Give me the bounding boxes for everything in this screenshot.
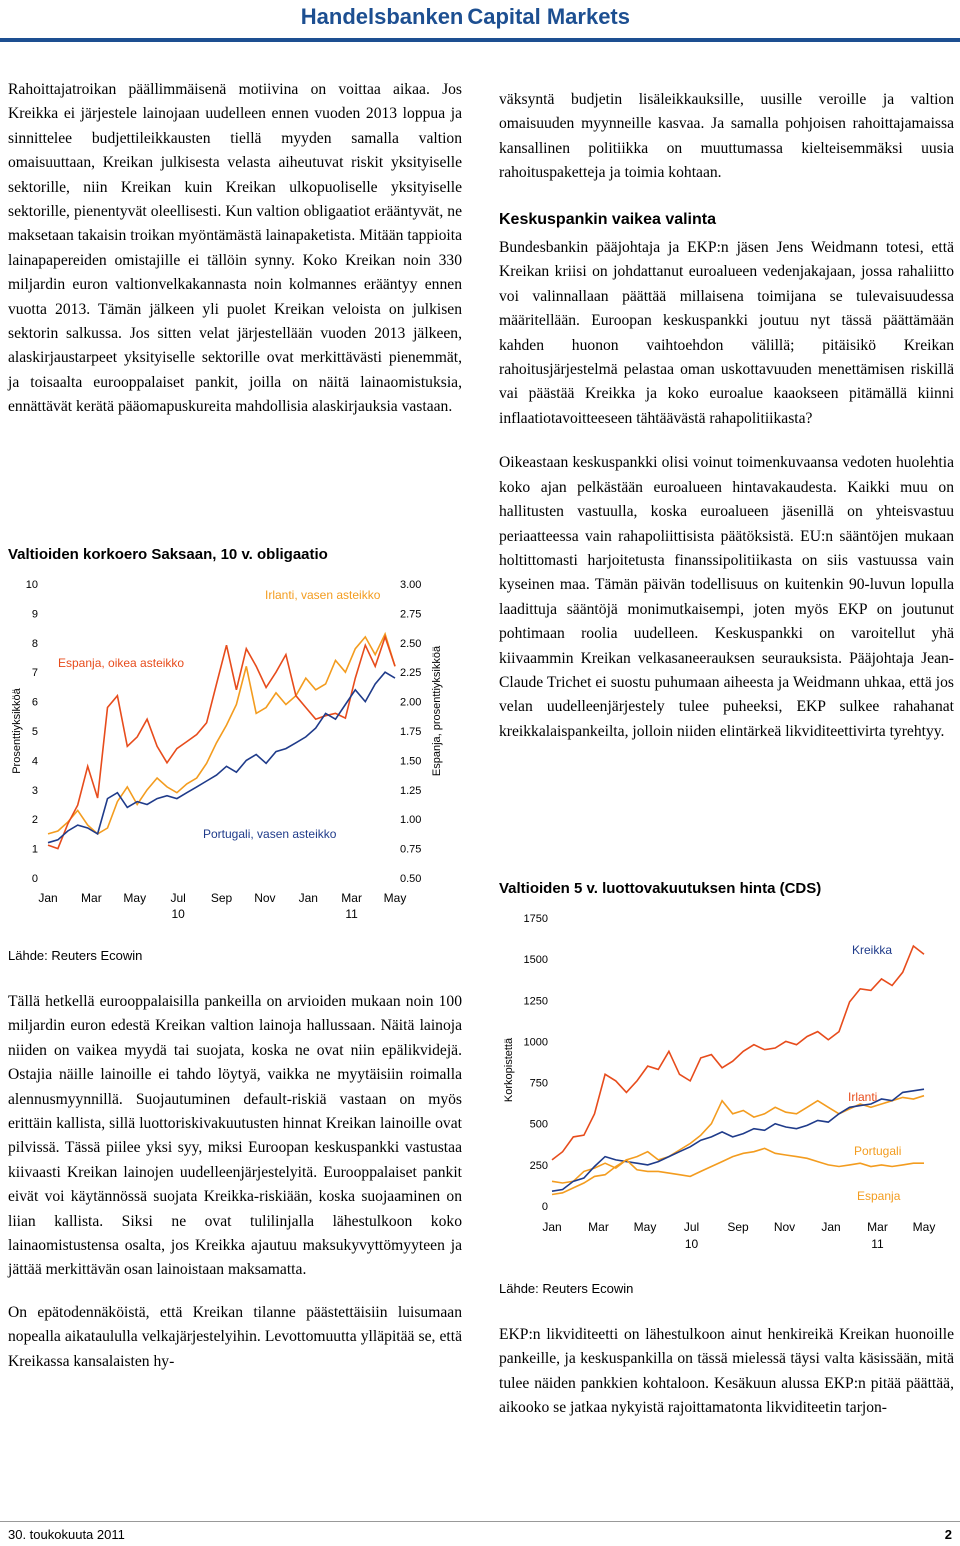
chart1-source: Lähde: Reuters Ecowin bbox=[8, 948, 143, 963]
chart2-y-tick: 750 bbox=[529, 1077, 548, 1090]
right-paragraph-4: EKP:n likviditeetti on lähestulkoon ainut henkireikä Kreikan huonoille pankeille, ja keskuspankilla on tässä mielessä täysi valta käsissään, mitä tulee näiden pankkien kohtaloon. Kesäkuun alussa EKP:n pitää päättää, aikooko se jatkaa nykyistä rajoittamatonta likviditeetin tarjon- bbox=[499, 1326, 954, 1417]
brand-name: Handelsbanken bbox=[300, 4, 464, 29]
chart2-y-tick: 250 bbox=[529, 1159, 548, 1172]
chart2-y-tick: 1750 bbox=[523, 913, 548, 925]
section-heading: Keskuspankin vaikea valinta bbox=[499, 210, 716, 228]
chart2-x-tick: Jul bbox=[683, 1220, 700, 1234]
chart2-label-kreikka: Kreikka bbox=[852, 943, 893, 957]
left-paragraph-1: Rahoittajatroikan päällimmäisenä motiivina on voittaa aikaa. Jos Kreikka ei järjestele lainojaan uudelleen ennen vuoden 2013 loppua ja sinnittelee budjettileikkausten tiellä myyden samalla valtion omaisuuttaan, Kreikan julkisesta velasta aiheutuvat riskit yksityiselle sektorille, niin Kreikan kuin Kreikan ulkopuoliselle yksityiselle sektorille, pienentyvät oleellisesti. Kun valtion obligaatiot erääntyvät, ne maksetaan takaisin troikan myöntämästä lainapaketista. Mitään tappioita lainapapereiden omistajille ei tällöin synny. Koko Kreikan noin 330 miljardin euron valtionvelkakannasta noin kolmannes erääntyy ennen vuotta 2013. Tämän jälkeen yli puolet Kreikan veloista on julkisen sektorin salkussa. Jos sitten velat järjestellään vuoden 2013 jälkeen, alaskirjaustarpeet yksityiselle sektorille ovat merkittävästi pienemmät, ja toisaalta eurooppalaiset pankit, joilla on näitä lainaomistuksia, ennättävät kerätä pääomapuskureita mahdollisia alaskirjauksia vastaan. bbox=[8, 81, 462, 416]
brand-sub: Capital Markets bbox=[467, 4, 630, 29]
chart2-y-tick: 0 bbox=[541, 1201, 548, 1213]
chart2-cds-chart bbox=[492, 900, 952, 1270]
right-column bbox=[499, 88, 954, 744]
chart2-x-tick: Sep bbox=[727, 1220, 749, 1234]
chart2-x-tick: Jan bbox=[821, 1220, 841, 1234]
chart1-y-tick: 8 bbox=[31, 637, 38, 650]
chart1-y-tick: 9 bbox=[31, 608, 38, 621]
chart1-y2-tick: 2.75 bbox=[400, 608, 422, 621]
right-column-lower bbox=[499, 1323, 954, 1421]
left-paragraph-3: On epätodennäköistä, että Kreikan tilanne päästettäisiin luisumaan nopealla aikataululla velkajärjestelyihin. Levottomuutta ylläpitää se, että Kreikassa kansalaisten hy- bbox=[8, 1303, 462, 1370]
chart1-y-tick: 0 bbox=[31, 873, 38, 885]
chart1-x-tick: Nov bbox=[254, 891, 276, 905]
chart2-series-irlanti bbox=[552, 1096, 924, 1183]
chart1-y2-label: Espanja, prosenttiyksikköä bbox=[431, 645, 443, 777]
chart1-y2-tick: 1.75 bbox=[400, 726, 422, 738]
chart2-y-tick: 1000 bbox=[523, 1036, 548, 1049]
chart1-y2-tick: 1.25 bbox=[400, 784, 422, 797]
chart2-title: Valtioiden 5 v. luottovakuutuksen hinta (CDS) bbox=[499, 880, 822, 897]
chart2-y-label: Korkopistettä bbox=[503, 1037, 515, 1103]
chart1-y2-tick: 0.75 bbox=[400, 843, 422, 856]
chart2-x-tick: Mar bbox=[588, 1220, 609, 1234]
chart1-x-tick: Mar bbox=[341, 891, 362, 905]
chart2-x-tick: May bbox=[912, 1220, 936, 1234]
chart1-y2-tick: 2.00 bbox=[400, 696, 422, 709]
chart2-series-kreikka bbox=[552, 946, 924, 1160]
chart2-source: Lähde: Reuters Ecowin bbox=[499, 1281, 634, 1296]
chart2-y-tick: 1250 bbox=[523, 995, 548, 1008]
chart1-title: Valtioiden korkoero Saksaan, 10 v. obligaatio bbox=[8, 546, 328, 563]
chart2-x-year: 11 bbox=[871, 1237, 884, 1251]
footer-date: 30. toukokuuta 2011 bbox=[8, 1527, 125, 1542]
left-column-lower bbox=[8, 990, 462, 1374]
chart2-x-year: 10 bbox=[684, 1237, 699, 1251]
chart1-x-tick: May bbox=[383, 891, 407, 905]
chart1-y-tick: 10 bbox=[25, 579, 38, 591]
chart1-y2-tick: 3.00 bbox=[400, 579, 422, 591]
chart2-y-tick: 500 bbox=[529, 1118, 548, 1131]
chart1-x-tick: Jan bbox=[298, 891, 318, 905]
chart1-y-tick: 7 bbox=[31, 667, 38, 680]
chart1-y-label: Prosenttiyksikköä bbox=[11, 688, 23, 774]
chart2-series-portugali bbox=[552, 1089, 924, 1191]
chart2-x-tick: Jan bbox=[542, 1220, 562, 1234]
left-paragraph-2: Tällä hetkellä eurooppalaisilla pankeilla on arvioiden mukaan noin 100 miljardin euron edestä Kreikan valtion lainoja hallussaan. Näitä lainoja niiden on vaikea myydä tai suojata, koska ne ovat niin epälikvidejä. Ostajia näille lainoille ei tahdo löytyä, vaikka ne myytäisiin roimalla alennusmyynnillä. Suojautuminen default-riskiä vastaan on myös erittäin kallista, sillä luottoriskivakuutusten hinnat Kreikan lainoille ovat pilvissä. Tässä piilee yksi syy, miksi Euroopan keskuspankki vastustaa kiivaasti Kreikan lainojen uudelleenjärjestelyitä. Eurooppalaiset pankit eivät voi käytännössä suojata Kreikka-riskiään, koska suojaaminen on liian kallista. Siksi ne ovat tulilinjalla lähestulkoon koko lainaomistustensa osalta, jos Kreikka ajautuu maksukyvyttömyyteen ja jättää merkittävän osan lainoistaan maksamatta. bbox=[8, 993, 462, 1279]
footer-rule bbox=[0, 1521, 960, 1522]
chart1-y-tick: 6 bbox=[31, 696, 38, 709]
chart1-annotation-portugali: Portugali, vasen asteikko bbox=[203, 827, 337, 841]
chart1-y2-tick: 1.50 bbox=[400, 755, 422, 768]
left-column bbox=[8, 78, 462, 420]
chart1-x-tick: Mar bbox=[81, 891, 102, 905]
right-paragraph-2: Bundesbankin pääjohtaja ja EKP:n jäsen Jens Weidmann totesi, että Kreikan kriisi on johdattanut euroalueen vedenjakajaan, jossa rahaliitto voi valinnallaan päättää millaisena toimijana se tulevaisuudessa määritellään. Euroopan keskuspankki joutuu nyt tässä päättämään kahden huonon vaihtoehdon välillä; pitäisikö Kreikan rahoitusjärjestelmä pelastaa oman uskottavuuden menettämisen riskillä vai päästää Kreikka ja koko euroalue kaaokseen pitämällä kiinni inflaatiotavoitteeseen tähtäävästä rahapolitiikasta? bbox=[499, 239, 954, 427]
chart1-x-tick: May bbox=[123, 891, 147, 905]
chart1-x-year: 10 bbox=[171, 907, 185, 921]
chart1-y2-tick: 1.00 bbox=[400, 814, 422, 827]
chart1-y-tick: 5 bbox=[31, 726, 38, 738]
chart1-y-tick: 2 bbox=[31, 814, 38, 827]
page-number: 2 bbox=[944, 1527, 952, 1542]
chart1-y2-tick: 0.50 bbox=[400, 873, 422, 885]
chart2-y-tick: 1500 bbox=[523, 954, 548, 967]
chart2-x-tick: Nov bbox=[773, 1220, 796, 1234]
chart1-y2-tick: 2.50 bbox=[400, 637, 422, 650]
right-paragraph-3: Oikeastaan keskuspankki olisi voinut toimenkuvaansa vedoten huolehtia koko ajan pelkästään euroalueen hintavakaudesta. Kaikki muu on hallitusten vastuulla, koska euroalueen jäsenillä on yhteisvastuu periaatteessa vain rahapoliittisista päätöksistä. EU:n sääntöjen mukaan holtittomasti harjoitetusta finanssipolitiikasta on siis vastuussa vain kyseinen maa. Tämän päivän todellisuus on kuitenkin 90-luvun lopulla laadittuja sääntöjä monimutkaisempi, joten myös EKP on joutunut pohtimaan roolia uudelleen. Keskuspankki on varoitellut yhä kiivaammin Kreikan velkasaneerauksen seurauksista. Pääjohtaja Jean-Claude Trichet ei suostu puhumaan aiheesta ja Weidmann uhkaa, että jos velan uudelleenjärjestely tulee puheeksi, EKP sulkee rahahanat kreikkalaispankeilta, jolloin niiden elintärkeä likviditeettivirta tyrehtyy. bbox=[499, 454, 954, 740]
chart2-label-espanja: Espanja bbox=[857, 1189, 901, 1203]
chart2-x-tick: Mar bbox=[867, 1220, 888, 1234]
chart1-x-tick: Sep bbox=[210, 891, 233, 905]
chart1-x-year: 11 bbox=[345, 907, 358, 921]
chart2-x-tick: May bbox=[633, 1220, 657, 1234]
chart1-spread-chart bbox=[0, 570, 462, 930]
chart1-y-tick: 1 bbox=[31, 843, 38, 856]
chart2-label-portugali: Portugali bbox=[854, 1144, 902, 1158]
header-rule bbox=[0, 38, 960, 42]
chart1-y-tick: 4 bbox=[31, 755, 38, 768]
chart1-annotation-irlanti: Irlanti, vasen asteikko bbox=[265, 588, 381, 602]
chart1-y-tick: 3 bbox=[31, 784, 38, 797]
chart1-y2-tick: 2.25 bbox=[400, 667, 422, 680]
right-paragraph-1: väksyntä budjetin lisäleikkauksille, uusille veroille ja valtion omaisuuden myynneille kasvaa. Ja samalla pohjoisen rahoittajamaissa kansallinen politiikka on muuttumassa kielteisemmäksi uusia rahoituspaketteja ja toimia kohtaan. bbox=[499, 91, 954, 182]
brand-logo bbox=[301, 4, 630, 30]
chart1-x-tick: Jul bbox=[170, 891, 186, 905]
chart1-series-portugali bbox=[48, 672, 395, 843]
chart2-label-irlanti: Irlanti bbox=[848, 1090, 878, 1104]
chart1-x-tick: Jan bbox=[38, 891, 58, 905]
chart1-annotation-espanja: Espanja, oikea asteikko bbox=[58, 656, 185, 670]
